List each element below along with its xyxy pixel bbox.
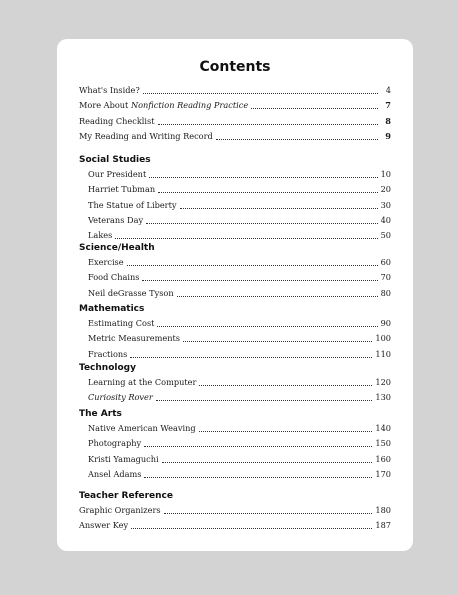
dot-leader [199, 431, 373, 432]
toc-page-number: 20 [380, 184, 391, 195]
toc-page-number: 180 [375, 505, 391, 515]
toc-entry-title [79, 83, 140, 98]
toc-entry-title-part: Neil deGrasse Tyson [88, 287, 174, 298]
toc-entry-title [79, 98, 248, 113]
toc-entry-title-part: Our President [88, 169, 147, 179]
toc-entry-title [88, 347, 127, 362]
section-heading: The Arts [79, 409, 122, 419]
section-heading: Technology [79, 363, 136, 373]
toc-entry-title-part: Ansel Adams [88, 468, 142, 479]
toc-entry-title [88, 213, 143, 228]
toc-entry [79, 286, 391, 301]
toc-page-number: 70 [380, 272, 391, 283]
toc-page-number: 30 [380, 199, 391, 210]
toc-entry [79, 198, 391, 213]
section-technology [79, 362, 391, 406]
dot-leader [251, 108, 378, 109]
toc-entry-title [88, 255, 124, 270]
toc-page-number: 80 [380, 287, 391, 298]
dot-leader [180, 208, 378, 209]
section-heading: Teacher Reference [79, 491, 173, 501]
toc-entry-title-part: The Statue of Liberty [88, 199, 177, 210]
toc-entry-title-part: Reading Checklist [79, 115, 155, 126]
dot-leader [130, 357, 372, 358]
toc-entry-title-part: Answer Key [79, 520, 129, 531]
toc-entry [79, 436, 391, 451]
toc-entry-title [88, 375, 196, 390]
toc-entry [79, 83, 391, 98]
toc-entry-title-part: Curiosity Rover [88, 392, 153, 403]
toc-entry-title-part: Veterans Day [88, 214, 144, 225]
toc-entry-title-part: Harriet Tubman [88, 184, 156, 195]
toc-entry-title [88, 270, 139, 285]
toc-entry-title-part: Kristi Yamaguchi [88, 453, 159, 464]
front-matter-list [79, 83, 391, 144]
toc-entry [79, 390, 391, 405]
toc-entry-title-part: Nonfiction Reading Practice [130, 100, 249, 111]
toc-entry [79, 331, 391, 346]
page-title: Contents [199, 59, 271, 75]
toc-entry [79, 503, 391, 518]
toc-page-number: 100 [375, 333, 391, 344]
toc-entry-title-part: Fractions [88, 348, 128, 359]
toc-entry-title [88, 421, 196, 436]
dot-leader [144, 446, 372, 447]
section-social-studies [79, 154, 391, 243]
toc-entry-title [79, 114, 155, 129]
toc-entry-title [79, 503, 161, 518]
toc-entry-title [88, 467, 141, 482]
toc-entry-title [88, 436, 141, 451]
toc-entry-title [79, 518, 128, 533]
toc-page-number: 187 [375, 520, 391, 531]
toc-entry [79, 421, 391, 436]
toc-page-number: 160 [375, 453, 391, 464]
toc-entry-title-part: Exercise [88, 257, 124, 267]
toc-entry [79, 518, 391, 533]
toc-entry-title-part: Native American Weaving [88, 423, 196, 433]
section-mathematics [79, 303, 391, 362]
toc-page-number: 60 [380, 257, 391, 267]
toc-entry-title [88, 182, 155, 197]
toc-page-number: 10 [380, 169, 391, 179]
toc-entry-title [88, 167, 146, 182]
toc-entry-title-part: My Reading and Writing Record [79, 130, 213, 141]
toc-entry [79, 129, 391, 144]
toc-page-number: 4 [385, 85, 391, 95]
dot-leader [127, 265, 378, 266]
toc-page-number: 8 [385, 115, 391, 126]
toc-entry-title [88, 316, 154, 331]
dot-leader [183, 341, 372, 342]
dot-leader [156, 400, 373, 401]
toc-page-number: 40 [380, 214, 391, 225]
section-heading: Mathematics [79, 304, 145, 314]
dot-leader [144, 477, 372, 478]
toc-entry [79, 213, 391, 228]
toc-entry-title [88, 452, 159, 467]
dot-leader [146, 223, 377, 224]
toc-entry-title [88, 390, 153, 405]
toc-entry-title-part: What's Inside? [79, 85, 140, 95]
toc-page-number: 150 [375, 438, 391, 449]
toc-page-number: 9 [385, 130, 391, 141]
dot-leader [115, 238, 377, 239]
dot-leader [164, 513, 373, 514]
toc-entry [79, 467, 391, 482]
toc-entry-title-part: More About [79, 100, 131, 111]
toc-entry [79, 255, 391, 270]
toc-page-number: 90 [380, 318, 391, 328]
dot-leader [199, 385, 372, 386]
toc-page-number: 50 [380, 230, 391, 241]
dot-leader [149, 177, 377, 178]
toc-entry-title-part: Learning at the Computer [88, 377, 197, 387]
toc-page-number: 120 [375, 377, 391, 387]
toc-entry-title [79, 129, 213, 144]
toc-entry-title [88, 286, 174, 301]
dot-leader [143, 93, 378, 94]
section-teacher-reference [79, 490, 391, 534]
toc-entry [79, 375, 391, 390]
toc-page-number: 170 [375, 468, 391, 479]
toc-entry [79, 167, 391, 182]
toc-entry [79, 114, 391, 129]
toc-page-number: 7 [385, 100, 391, 111]
section-the-arts [79, 408, 391, 482]
dot-leader [158, 192, 377, 193]
section-science-health [79, 242, 391, 301]
dot-leader [162, 462, 373, 463]
dot-leader [157, 326, 377, 327]
toc-entry-title-part: Estimating Cost [88, 318, 155, 328]
toc-entry-title [88, 331, 180, 346]
toc-entry-title-part: Lakes [88, 230, 113, 241]
toc-entry-title-part: Metric Measurements [88, 333, 180, 344]
dot-leader [177, 296, 378, 297]
contents-page [57, 39, 413, 551]
dot-leader [158, 124, 378, 125]
section-heading: Social Studies [79, 155, 151, 165]
dot-leader [131, 528, 372, 529]
toc-entry-title-part: Food Chains [88, 272, 140, 283]
toc-page-number: 130 [375, 392, 391, 403]
toc-entry-title-part: Graphic Organizers [79, 505, 161, 515]
toc-entry-title [88, 198, 177, 213]
toc-entry [79, 270, 391, 285]
dot-leader [142, 280, 377, 281]
section-heading: Science/Health [79, 243, 155, 253]
toc-page-number: 110 [375, 348, 391, 359]
toc-entry [79, 347, 391, 362]
toc-entry [79, 182, 391, 197]
toc-entry [79, 316, 391, 331]
toc-page-number: 140 [375, 423, 391, 433]
dot-leader [216, 139, 378, 140]
toc-entry-title-part: Photography [88, 438, 142, 449]
toc-entry [79, 98, 391, 113]
toc-entry [79, 452, 391, 467]
